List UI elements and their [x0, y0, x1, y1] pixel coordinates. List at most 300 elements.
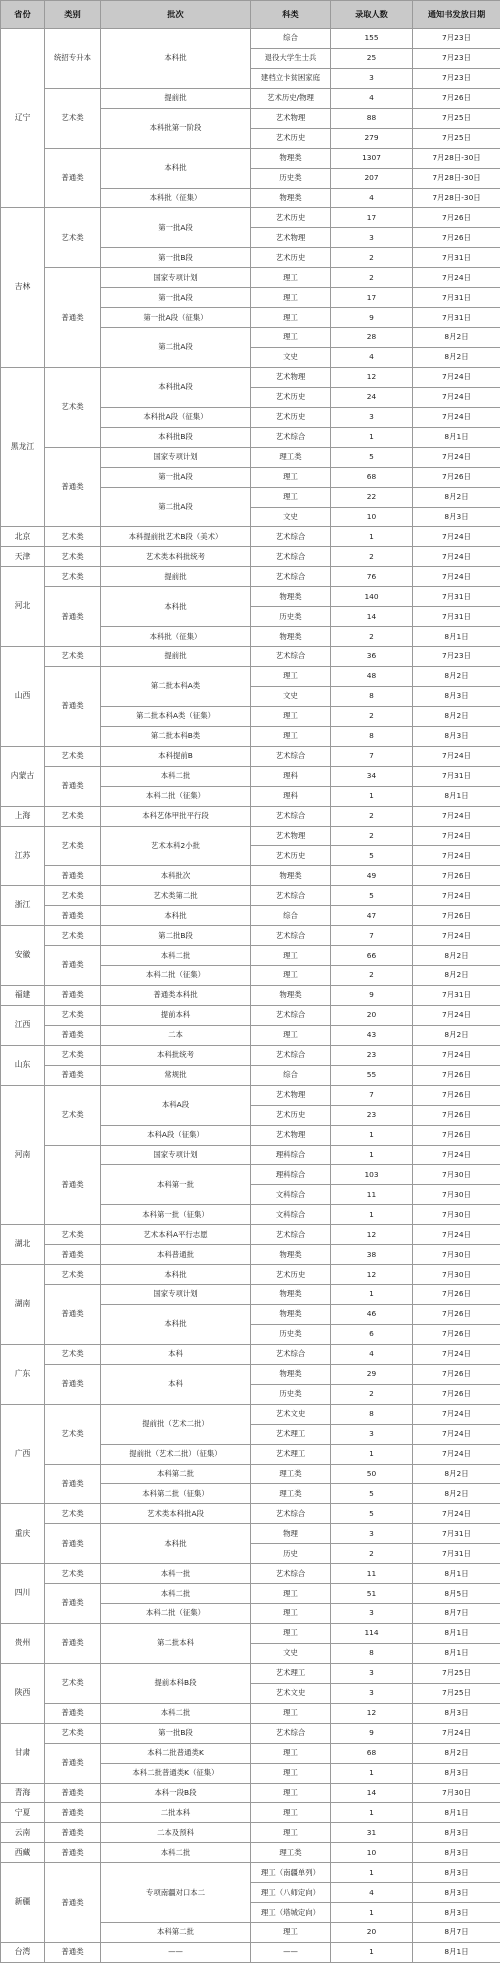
category-cell: 普通类 [45, 1943, 101, 1963]
category-cell: 普通类 [45, 1823, 101, 1843]
notice-date-cell: 7月26日 [413, 88, 500, 108]
admitted-count-cell: 23 [331, 1045, 413, 1065]
subject-cell: 艺术理工 [251, 1424, 331, 1444]
subject-cell: 理工类 [251, 1484, 331, 1504]
admitted-count-cell: 68 [331, 467, 413, 487]
subject-cell: 艺术文史 [251, 1683, 331, 1703]
notice-date-cell: 7月24日 [413, 547, 500, 567]
notice-date-cell: 8月2日 [413, 706, 500, 726]
table-row [1, 1404, 500, 1424]
table-row [1, 587, 500, 607]
admitted-count-cell: 36 [331, 647, 413, 667]
notice-date-cell: 8月1日 [413, 1943, 500, 1963]
batch-cell: 第一批A段 [101, 467, 251, 487]
table-row [1, 1005, 500, 1025]
notice-date-cell: 7月30日 [413, 1265, 500, 1285]
admitted-count-cell: 9 [331, 986, 413, 1006]
admitted-count-cell: 8 [331, 726, 413, 746]
notice-date-cell: 7月24日 [413, 1404, 500, 1424]
batch-cell: 第二批本科B类 [101, 726, 251, 746]
category-cell: 普通类 [45, 866, 101, 886]
batch-cell: 第一批B段 [101, 248, 251, 268]
table-row [1, 766, 500, 786]
subject-cell: 历史类 [251, 168, 331, 188]
subject-cell: 理工 [251, 726, 331, 746]
notice-date-cell: 8月2日 [413, 966, 500, 986]
subject-cell: 物理类 [251, 1285, 331, 1305]
admitted-count-cell: 1 [331, 527, 413, 547]
subject-cell: 退役大学生士兵 [251, 48, 331, 68]
province-cell: 福建 [1, 986, 45, 1006]
admitted-count-cell: 5 [331, 447, 413, 467]
table-row [1, 29, 500, 49]
batch-cell: 第二批A段 [101, 487, 251, 527]
batch-cell: 本科二批 [101, 946, 251, 966]
notice-date-cell: 8月3日 [413, 507, 500, 527]
subject-cell: 艺术综合 [251, 547, 331, 567]
admitted-count-cell: 2 [331, 806, 413, 826]
notice-date-cell: 8月3日 [413, 1703, 500, 1723]
notice-date-cell: 8月7日 [413, 1923, 500, 1943]
batch-cell: 本科批（征集） [101, 627, 251, 647]
category-cell: 艺术类 [45, 1404, 101, 1464]
category-cell: 普通类 [45, 1524, 101, 1564]
subject-cell: 历史类 [251, 1384, 331, 1404]
category-cell: 普通类 [45, 1364, 101, 1404]
notice-date-cell: 8月2日 [413, 1025, 500, 1045]
notice-date-cell: 7月26日 [413, 866, 500, 886]
notice-date-cell: 7月24日 [413, 806, 500, 826]
table-row [1, 268, 500, 288]
batch-cell: 本科第一批（征集） [101, 1205, 251, 1225]
notice-date-cell: 7月24日 [413, 1424, 500, 1444]
admitted-count-cell: 20 [331, 1923, 413, 1943]
table-row [1, 1823, 500, 1843]
notice-date-cell: 7月24日 [413, 1444, 500, 1464]
batch-cell: 本科第二批（征集） [101, 1484, 251, 1504]
batch-cell: 提前批（艺术二批）（征集） [101, 1444, 251, 1464]
table-row [1, 1344, 500, 1364]
province-cell: 山西 [1, 647, 45, 747]
table-row [1, 946, 500, 966]
subject-cell: 理工 [251, 1025, 331, 1045]
subject-cell: 艺术综合 [251, 567, 331, 587]
admitted-count-cell: 114 [331, 1624, 413, 1644]
subject-cell: 理科综合 [251, 1165, 331, 1185]
province-cell: 黑龙江 [1, 367, 45, 527]
table-row [1, 1364, 500, 1384]
notice-date-cell: 7月24日 [413, 886, 500, 906]
category-cell: 艺术类 [45, 1005, 101, 1025]
table-row [1, 1524, 500, 1544]
batch-cell: 艺术本科2小批 [101, 826, 251, 866]
category-cell: 普通类 [45, 1743, 101, 1783]
batch-cell: 国家专项计划 [101, 1145, 251, 1165]
notice-date-cell: 8月3日 [413, 726, 500, 746]
subject-cell: 艺术物理 [251, 367, 331, 387]
batch-cell: 艺术类第二批 [101, 886, 251, 906]
notice-date-cell: 7月24日 [413, 367, 500, 387]
subject-cell: 艺术物理 [251, 228, 331, 248]
admitted-count-cell: 24 [331, 387, 413, 407]
subject-cell: 理工 [251, 1823, 331, 1843]
admitted-count-cell: 76 [331, 567, 413, 587]
subject-cell: 文史 [251, 686, 331, 706]
admitted-count-cell: 20 [331, 1005, 413, 1025]
subject-cell: 理工 [251, 1763, 331, 1783]
province-cell: 北京 [1, 527, 45, 547]
notice-date-cell: 7月31日 [413, 1544, 500, 1564]
subject-cell: 理工 [251, 1743, 331, 1763]
table-row [1, 1943, 500, 1963]
admitted-count-cell: 34 [331, 766, 413, 786]
admitted-count-cell: 6 [331, 1324, 413, 1344]
header-subject: 科类 [251, 1, 331, 29]
subject-cell: 理工 [251, 966, 331, 986]
admitted-count-cell: 10 [331, 507, 413, 527]
admitted-count-cell: 29 [331, 1364, 413, 1384]
admitted-count-cell: 38 [331, 1245, 413, 1265]
table-row [1, 1065, 500, 1085]
province-cell: 江西 [1, 1005, 45, 1045]
admitted-count-cell: 17 [331, 208, 413, 228]
subject-cell: 艺术历史 [251, 1265, 331, 1285]
subject-cell: 物理类 [251, 627, 331, 647]
category-cell: 艺术类 [45, 88, 101, 148]
batch-cell: 常规批 [101, 1065, 251, 1085]
subject-cell: 艺术文史 [251, 1404, 331, 1424]
notice-date-cell: 7月26日 [413, 1105, 500, 1125]
province-cell: 河南 [1, 1085, 45, 1225]
notice-date-cell: 8月3日 [413, 1863, 500, 1883]
notice-date-cell: 7月24日 [413, 447, 500, 467]
notice-date-cell: 8月3日 [413, 1843, 500, 1863]
table-row [1, 746, 500, 766]
notice-date-cell: 7月24日 [413, 1145, 500, 1165]
batch-cell: 本科第二批 [101, 1464, 251, 1484]
subject-cell: 历史类 [251, 607, 331, 627]
notice-date-cell: 8月2日 [413, 1743, 500, 1763]
notice-date-cell: 7月26日 [413, 208, 500, 228]
notice-date-cell: 7月26日 [413, 467, 500, 487]
subject-cell: 理工 [251, 328, 331, 348]
province-cell: 辽宁 [1, 29, 45, 208]
admitted-count-cell: 3 [331, 1663, 413, 1683]
table-row [1, 1743, 500, 1763]
table-row [1, 1225, 500, 1245]
batch-cell: 国家专项计划 [101, 447, 251, 467]
subject-cell: 物理类 [251, 188, 331, 208]
table-header-row [1, 1, 500, 29]
notice-date-cell: 7月28日-30日 [413, 188, 500, 208]
admitted-count-cell: 88 [331, 108, 413, 128]
notice-date-cell: 7月24日 [413, 1504, 500, 1524]
category-cell: 普通类 [45, 1863, 101, 1943]
admitted-count-cell: 2 [331, 1384, 413, 1404]
province-cell: 贵州 [1, 1624, 45, 1664]
admitted-count-cell: 1 [331, 1803, 413, 1823]
province-cell: 青海 [1, 1783, 45, 1803]
table-row [1, 1584, 500, 1604]
admitted-count-cell: 68 [331, 1743, 413, 1763]
category-cell: 普通类 [45, 148, 101, 208]
subject-cell: 理工 [251, 706, 331, 726]
batch-cell: 本科第二批 [101, 1923, 251, 1943]
category-cell: 艺术类 [45, 647, 101, 667]
admitted-count-cell: 3 [331, 1424, 413, 1444]
notice-date-cell: 8月1日 [413, 627, 500, 647]
category-cell: 艺术类 [45, 367, 101, 447]
notice-date-cell: 7月31日 [413, 288, 500, 308]
notice-date-cell: 7月26日 [413, 228, 500, 248]
admitted-count-cell: 9 [331, 308, 413, 328]
admitted-count-cell: 207 [331, 168, 413, 188]
province-cell: 安徽 [1, 926, 45, 986]
subject-cell: 理工 [251, 1923, 331, 1943]
category-cell: 普通类 [45, 268, 101, 368]
notice-date-cell: 7月30日 [413, 1185, 500, 1205]
batch-cell: 第一批A段 [101, 288, 251, 308]
subject-cell: 艺术历史 [251, 248, 331, 268]
admitted-count-cell: 5 [331, 1484, 413, 1504]
batch-cell: 本科批 [101, 587, 251, 627]
category-cell: 艺术类 [45, 926, 101, 946]
notice-date-cell: 8月3日 [413, 1823, 500, 1843]
notice-date-cell: 7月23日 [413, 647, 500, 667]
table-row [1, 1624, 500, 1644]
category-cell: 艺术类 [45, 208, 101, 268]
batch-cell: 本科二批 [101, 1584, 251, 1604]
notice-date-cell: 8月3日 [413, 1903, 500, 1923]
notice-date-cell: 7月25日 [413, 1663, 500, 1683]
batch-cell: 本科一批 [101, 1564, 251, 1584]
subject-cell: 理工 [251, 308, 331, 328]
admitted-count-cell: 1 [331, 1285, 413, 1305]
subject-cell: 艺术综合 [251, 806, 331, 826]
notice-date-cell: 7月24日 [413, 1344, 500, 1364]
table-row [1, 1843, 500, 1863]
notice-date-cell: 7月24日 [413, 268, 500, 288]
admitted-count-cell: 5 [331, 846, 413, 866]
subject-cell: 物理类 [251, 148, 331, 168]
admitted-count-cell: 1 [331, 1763, 413, 1783]
subject-cell: 文科综合 [251, 1205, 331, 1225]
batch-cell: 本科批A段（征集） [101, 407, 251, 427]
batch-cell: 本科普通批 [101, 1245, 251, 1265]
notice-date-cell: 8月1日 [413, 1643, 500, 1663]
category-cell: 普通类 [45, 1245, 101, 1265]
category-cell: 普通类 [45, 986, 101, 1006]
admitted-count-cell: 155 [331, 29, 413, 49]
admitted-count-cell: 25 [331, 48, 413, 68]
admitted-count-cell: 4 [331, 88, 413, 108]
batch-cell: 本科批统考 [101, 1045, 251, 1065]
batch-cell: 本科A段（征集） [101, 1125, 251, 1145]
notice-date-cell: 8月1日 [413, 1624, 500, 1644]
batch-cell: 第二批B段 [101, 926, 251, 946]
subject-cell: 艺术综合 [251, 1564, 331, 1584]
admitted-count-cell: 1 [331, 786, 413, 806]
admitted-count-cell: 50 [331, 1464, 413, 1484]
category-cell: 艺术类 [45, 1723, 101, 1743]
subject-cell: 理科 [251, 766, 331, 786]
subject-cell: 艺术综合 [251, 1344, 331, 1364]
batch-cell: 本科二批普通类K [101, 1743, 251, 1763]
subject-cell: 艺术综合 [251, 1504, 331, 1524]
batch-cell: 本科批 [101, 906, 251, 926]
subject-cell: 历史 [251, 1544, 331, 1564]
notice-date-cell: 7月26日 [413, 1085, 500, 1105]
subject-cell: 理科综合 [251, 1145, 331, 1165]
subject-cell: 艺术历史 [251, 208, 331, 228]
subject-cell: 理工 [251, 1624, 331, 1644]
subject-cell: 艺术历史 [251, 846, 331, 866]
notice-date-cell: 7月24日 [413, 1045, 500, 1065]
subject-cell: 理工 [251, 1783, 331, 1803]
notice-date-cell: 7月24日 [413, 746, 500, 766]
notice-date-cell: 7月31日 [413, 986, 500, 1006]
province-cell: 河北 [1, 567, 45, 647]
table-row [1, 367, 500, 387]
subject-cell: 艺术历史 [251, 1105, 331, 1125]
subject-cell: 艺术历史/物理 [251, 88, 331, 108]
notice-date-cell: 8月1日 [413, 786, 500, 806]
province-cell: 云南 [1, 1823, 45, 1843]
subject-cell: 文科综合 [251, 1185, 331, 1205]
table-row [1, 1285, 500, 1305]
admitted-count-cell: 1 [331, 1903, 413, 1923]
subject-cell: 艺术综合 [251, 1005, 331, 1025]
subject-cell: 艺术综合 [251, 926, 331, 946]
batch-cell: 二本 [101, 1025, 251, 1045]
table-row [1, 1564, 500, 1584]
category-cell: 普通类 [45, 587, 101, 647]
subject-cell: 文史 [251, 1643, 331, 1663]
notice-date-cell: 7月25日 [413, 128, 500, 148]
notice-date-cell: 8月2日 [413, 487, 500, 507]
notice-date-cell: 7月23日 [413, 68, 500, 88]
table-row [1, 88, 500, 108]
notice-date-cell: 7月31日 [413, 607, 500, 627]
admitted-count-cell: 7 [331, 1085, 413, 1105]
category-cell: 艺术类 [45, 527, 101, 547]
province-cell: 江苏 [1, 826, 45, 886]
batch-cell: 本科批 [101, 1265, 251, 1285]
province-cell: 西藏 [1, 1843, 45, 1863]
batch-cell: 提前批 [101, 88, 251, 108]
category-cell: 艺术类 [45, 1265, 101, 1285]
category-cell: 普通类 [45, 1843, 101, 1863]
batch-cell: 本科 [101, 1344, 251, 1364]
admitted-count-cell: 17 [331, 288, 413, 308]
admitted-count-cell: 10 [331, 1843, 413, 1863]
province-cell: 天津 [1, 547, 45, 567]
batch-cell: 提前批（艺术二批） [101, 1404, 251, 1444]
admitted-count-cell: 1 [331, 1943, 413, 1963]
admitted-count-cell: 103 [331, 1165, 413, 1185]
table-row [1, 806, 500, 826]
admitted-count-cell: 31 [331, 1823, 413, 1843]
subject-cell: 理工（南疆单列） [251, 1863, 331, 1883]
admitted-count-cell: 2 [331, 547, 413, 567]
table-row [1, 886, 500, 906]
province-cell: 甘肃 [1, 1723, 45, 1783]
province-cell: 吉林 [1, 208, 45, 368]
subject-cell: 文史 [251, 507, 331, 527]
notice-date-cell: 7月24日 [413, 1225, 500, 1245]
batch-cell: 本科批（征集） [101, 188, 251, 208]
notice-date-cell: 7月31日 [413, 766, 500, 786]
notice-date-cell: 7月31日 [413, 587, 500, 607]
table-row [1, 567, 500, 587]
table-row [1, 547, 500, 567]
category-cell: 艺术类 [45, 1564, 101, 1584]
province-cell: 内蒙古 [1, 746, 45, 806]
table-row [1, 1783, 500, 1803]
admitted-count-cell: 1 [331, 1125, 413, 1145]
notice-date-cell: 7月30日 [413, 1165, 500, 1185]
admitted-count-cell: 47 [331, 906, 413, 926]
subject-cell: 物理类 [251, 866, 331, 886]
category-cell: 普通类 [45, 1065, 101, 1085]
batch-cell: 本科二批普通类K（征集） [101, 1763, 251, 1783]
admitted-count-cell: 1307 [331, 148, 413, 168]
subject-cell: 艺术综合 [251, 1723, 331, 1743]
batch-cell: 本科批 [101, 29, 251, 89]
category-cell: 艺术类 [45, 1663, 101, 1703]
batch-cell: 艺术类本科批统考 [101, 547, 251, 567]
batch-cell: 本科二批（征集） [101, 786, 251, 806]
subject-cell: —— [251, 1943, 331, 1963]
admitted-count-cell: 48 [331, 667, 413, 687]
admitted-count-cell: 11 [331, 1564, 413, 1584]
table-row [1, 1265, 500, 1285]
notice-date-cell: 8月1日 [413, 1803, 500, 1823]
batch-cell: 本科二批 [101, 1703, 251, 1723]
subject-cell: 物理类 [251, 1364, 331, 1384]
admitted-count-cell: 51 [331, 1584, 413, 1604]
batch-cell: 第二批本科A类 [101, 667, 251, 707]
subject-cell: 艺术物理 [251, 826, 331, 846]
admitted-count-cell: 12 [331, 1703, 413, 1723]
category-cell: 统招专升本 [45, 29, 101, 89]
admitted-count-cell: 11 [331, 1185, 413, 1205]
notice-date-cell: 8月5日 [413, 1584, 500, 1604]
subject-cell: 理工 [251, 1803, 331, 1823]
notice-date-cell: 7月24日 [413, 407, 500, 427]
notice-date-cell: 7月24日 [413, 1723, 500, 1743]
subject-cell: 综合 [251, 1065, 331, 1085]
subject-cell: 理工 [251, 1703, 331, 1723]
batch-cell: 本科批B段 [101, 427, 251, 447]
batch-cell: 第二批本科A类（征集） [101, 706, 251, 726]
notice-date-cell: 7月26日 [413, 1125, 500, 1145]
table-row [1, 866, 500, 886]
subject-cell: 理工 [251, 487, 331, 507]
admitted-count-cell: 3 [331, 1604, 413, 1624]
province-cell: 上海 [1, 806, 45, 826]
admitted-count-cell: 49 [331, 866, 413, 886]
notice-date-cell: 7月30日 [413, 1245, 500, 1265]
admitted-count-cell: 28 [331, 328, 413, 348]
header-notice-date: 通知书发放日期 [413, 1, 500, 29]
subject-cell: 艺术历史 [251, 128, 331, 148]
notice-date-cell: 7月24日 [413, 527, 500, 547]
table-row [1, 1723, 500, 1743]
province-cell: 陕西 [1, 1663, 45, 1723]
category-cell: 艺术类 [45, 886, 101, 906]
admitted-count-cell: 46 [331, 1305, 413, 1325]
